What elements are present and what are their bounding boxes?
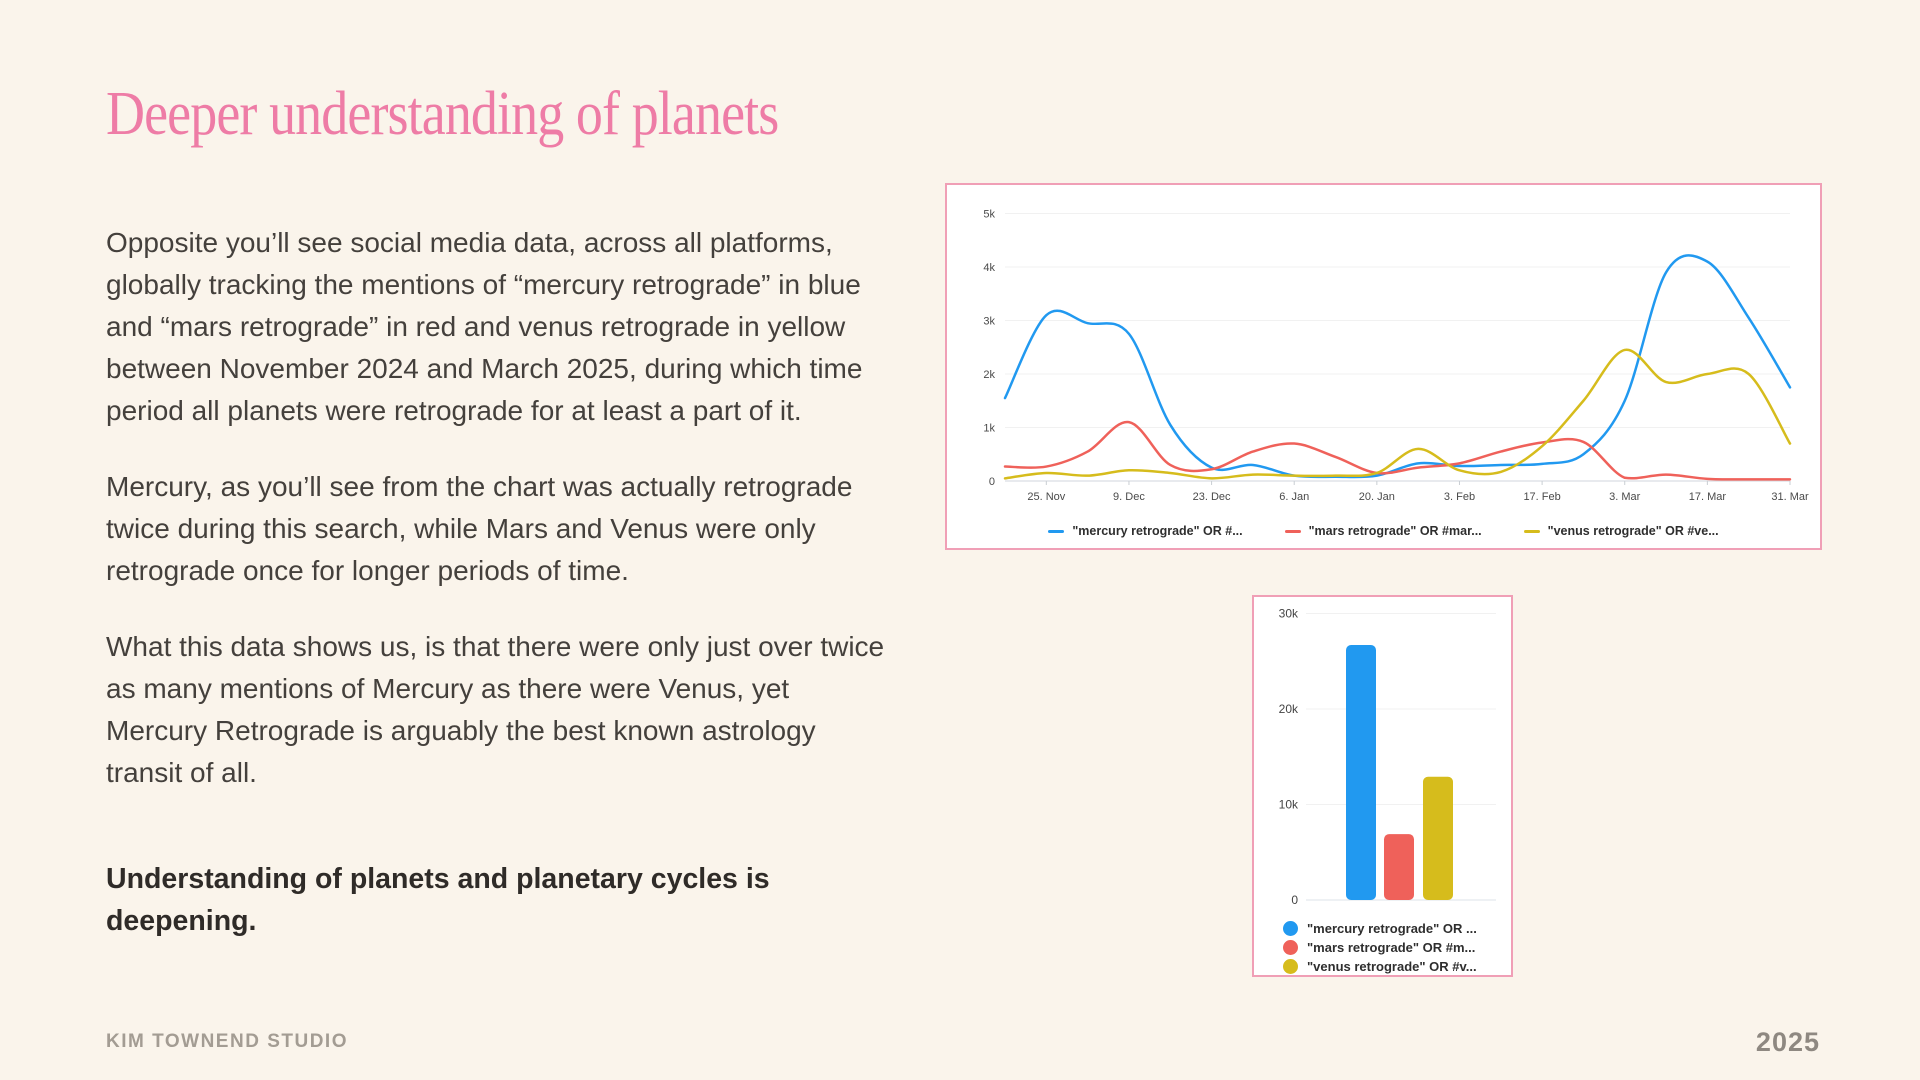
paragraph-1: Opposite you’ll see social media data, across all platforms, globally tracking the mentions of “mercury retrograde” in blue and “mars retrograde” in red and venus retrograde in yellow between November 2024 and March 2025, during which time period all planets were retrograde for at least a part of it. bbox=[106, 227, 863, 426]
legend-line-swatch bbox=[1048, 530, 1064, 533]
paragraph-2: Mercury, as you’ll see from the chart was actually retrograde twice during this search, while Mars and Venus were only retrograde once for longer periods of time. bbox=[106, 471, 853, 586]
svg-text:23. Dec: 23. Dec bbox=[1192, 491, 1231, 503]
svg-text:17. Feb: 17. Feb bbox=[1523, 491, 1561, 503]
legend-line-swatch bbox=[1524, 530, 1540, 533]
svg-text:20. Jan: 20. Jan bbox=[1358, 491, 1395, 503]
svg-text:3. Mar: 3. Mar bbox=[1609, 491, 1641, 503]
legend-line-swatch bbox=[1285, 530, 1301, 533]
svg-text:4k: 4k bbox=[983, 262, 995, 274]
bar-chart-legend bbox=[1283, 921, 1477, 974]
body-text bbox=[106, 222, 896, 976]
bar-3 bbox=[1423, 777, 1453, 900]
svg-text:31. Mar: 31. Mar bbox=[1771, 491, 1809, 503]
svg-text:3k: 3k bbox=[983, 315, 995, 328]
bar-chart-card bbox=[1252, 595, 1513, 977]
svg-text:5k: 5k bbox=[983, 208, 995, 221]
legend-label: "mercury retrograde" OR #... bbox=[1072, 524, 1243, 538]
legend-item[interactable] bbox=[1283, 921, 1477, 936]
svg-text:10k: 10k bbox=[1278, 797, 1298, 812]
line-chart-legend bbox=[947, 524, 1820, 538]
footer-brand: KIM TOWNEND STUDIO bbox=[106, 1031, 348, 1052]
legend-label: "mars retrograde" OR #m... bbox=[1307, 940, 1476, 955]
svg-text:20k: 20k bbox=[1278, 702, 1298, 716]
legend-label: "venus retrograde" OR #ve... bbox=[1547, 524, 1719, 538]
legend-item[interactable] bbox=[1524, 524, 1719, 538]
legend-label: "venus retrograde" OR #v... bbox=[1307, 959, 1477, 974]
bar-1 bbox=[1346, 645, 1376, 900]
svg-text:17. Mar: 17. Mar bbox=[1688, 491, 1727, 503]
legend-dot-swatch bbox=[1283, 940, 1298, 955]
svg-text:9. Dec: 9. Dec bbox=[1113, 491, 1145, 503]
footer-year: 2025 bbox=[1755, 1027, 1820, 1057]
svg-text:25. Nov: 25. Nov bbox=[1027, 491, 1066, 503]
svg-text:3. Feb: 3. Feb bbox=[1443, 491, 1476, 503]
svg-text:1k: 1k bbox=[983, 422, 995, 435]
legend-label: "mars retrograde" OR #mar... bbox=[1308, 524, 1482, 538]
statement: Understanding of planets and planetary cycles is deepening. bbox=[106, 863, 770, 937]
legend-item[interactable] bbox=[1283, 959, 1477, 974]
page-title: Deeper understanding of planets bbox=[106, 79, 779, 148]
legend-dot-swatch bbox=[1283, 959, 1298, 974]
legend-dot-swatch bbox=[1283, 921, 1298, 936]
legend-item[interactable] bbox=[1283, 940, 1477, 955]
legend-item[interactable] bbox=[1048, 524, 1242, 538]
svg-text:0: 0 bbox=[1291, 893, 1298, 907]
paragraph-3: What this data shows us, is that there were only just over twice as many mentions of Mercury as there were Venus, yet Mercury Retrograde is arguably the best known astrology transit of all. bbox=[106, 631, 885, 788]
svg-text:2k: 2k bbox=[983, 369, 995, 381]
legend-label: "mercury retrograde" OR ... bbox=[1307, 921, 1477, 936]
bar-chart bbox=[1254, 597, 1511, 917]
line-chart-card bbox=[945, 183, 1822, 550]
line-chart bbox=[947, 185, 1820, 548]
svg-text:0: 0 bbox=[988, 476, 995, 488]
bar-2 bbox=[1384, 834, 1414, 900]
svg-text:30k: 30k bbox=[1278, 606, 1298, 621]
legend-item[interactable] bbox=[1285, 524, 1482, 538]
svg-text:6. Jan: 6. Jan bbox=[1279, 491, 1310, 503]
